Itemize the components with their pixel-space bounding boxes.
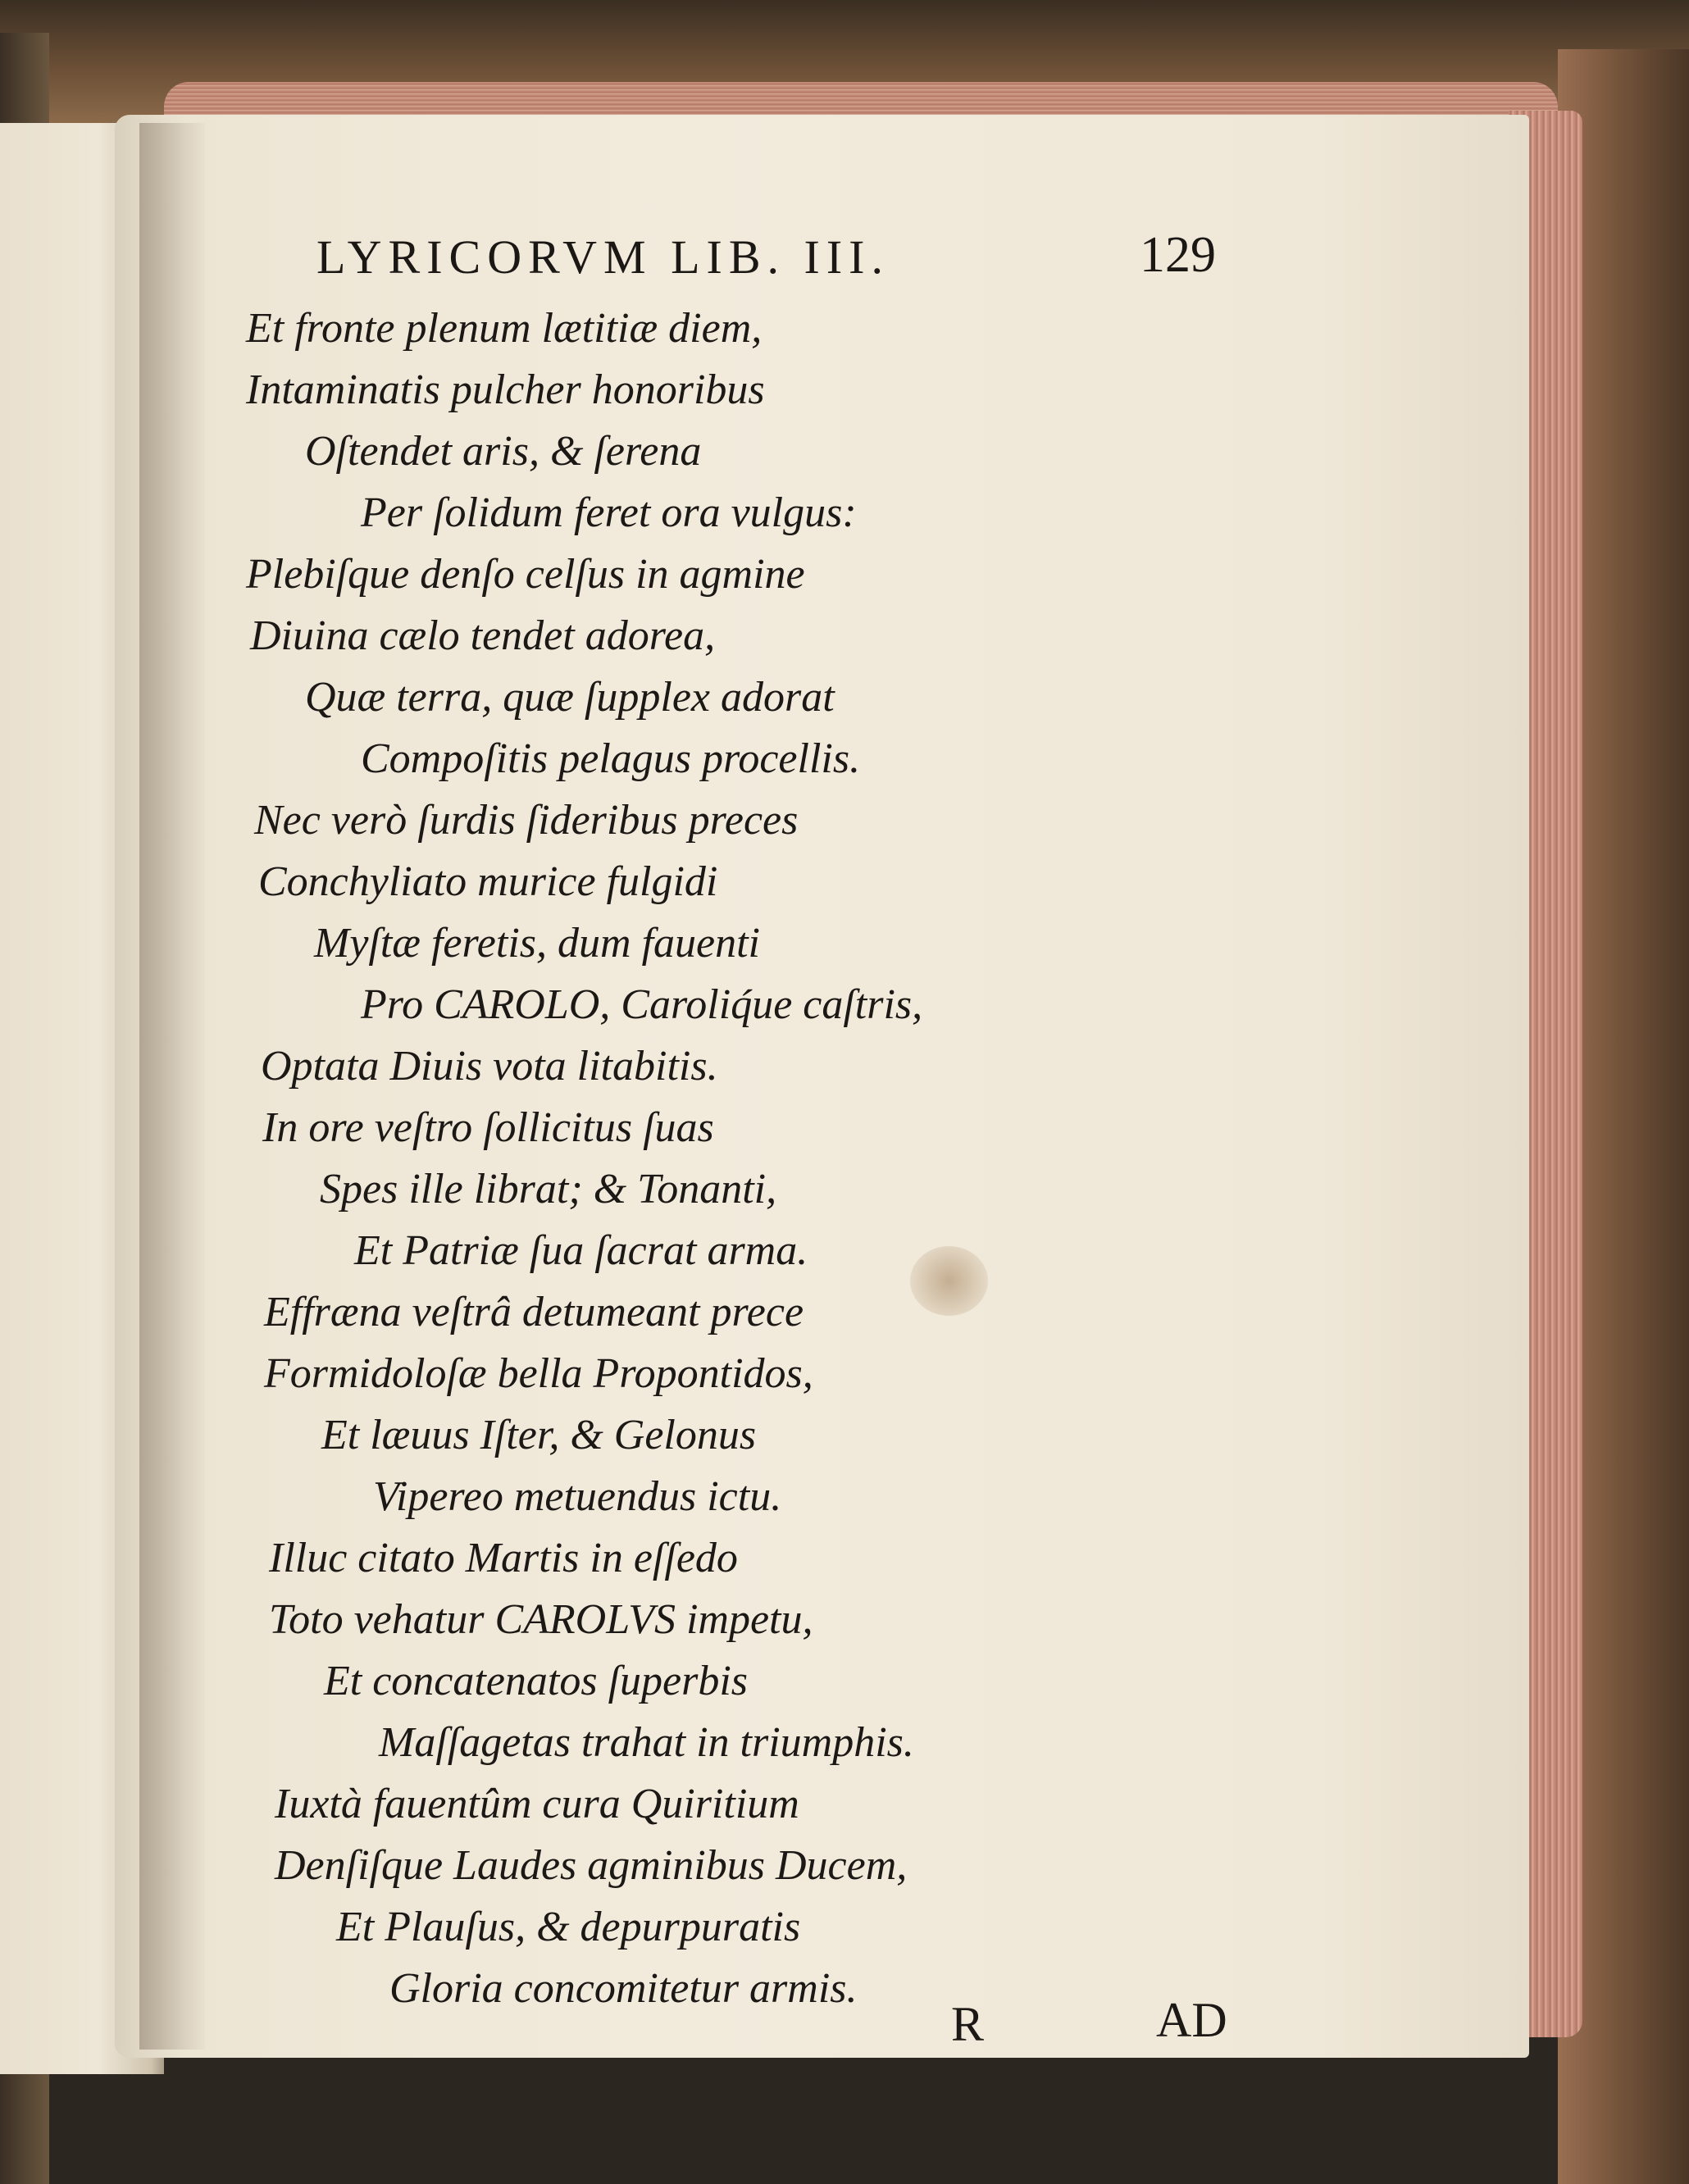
verse-line: Diuina cælo tendet adorea, [250, 612, 716, 659]
verse-line: Intaminatis pulcher honoribus [246, 366, 765, 413]
verse-line: Optata Diuis vota litabitis. [261, 1043, 718, 1090]
verse-line: Compoſitis pelagus procellis. [361, 735, 861, 782]
verse-line: Denſiſque Laudes agminibus Ducem, [275, 1842, 908, 1889]
verse-line: Oſtendet aris, & ſerena [305, 428, 702, 475]
page-gutter [139, 123, 205, 2050]
verse-line: Et læuus Iſter, & Gelonus [321, 1412, 757, 1458]
verse-line: Toto vehatur CAROLVS impetu, [269, 1596, 813, 1643]
verse-line: Vipereo metuendus ictu. [373, 1473, 782, 1520]
page-number: 129 [1140, 227, 1216, 283]
verse-line: Per ſolidum feret ora vulgus: [361, 489, 857, 536]
running-head: LYRICORVM LIB. III. [316, 230, 890, 284]
verse-line: Et Plauſus, & depurpuratis [336, 1904, 801, 1950]
verse-line: Myſtæ feretis, dum fauenti [314, 920, 760, 967]
verse-line: Pro CAROLO, Caroliq́ue caſtris, [361, 981, 923, 1028]
verse-line: Nec verò ſurdis ſideribus preces [254, 797, 799, 844]
verse-line: Conchyliato murice fulgidi [258, 858, 718, 905]
verse-line: Et concatenatos ſuperbis [324, 1658, 749, 1704]
verse-line: Illuc citato Martis in eſſedo [269, 1535, 738, 1581]
foxing-stain [910, 1246, 988, 1316]
verse-line: In ore veſtro ſollicitus ſuas [262, 1104, 714, 1151]
catchword: AD [1156, 1993, 1227, 2047]
verse-line: Maſſagetas trahat in triumphis. [379, 1719, 914, 1766]
verse-line: Et Patriæ ſua ſacrat arma. [354, 1227, 808, 1274]
signature-mark: R [951, 1997, 985, 2051]
verse-line: Et fronte plenum lætitiæ diem, [246, 305, 763, 352]
verse-line: Plebiſque denſo celſus in agmine [246, 551, 805, 598]
verse-line: Effræna veſtrâ detumeant prece [264, 1289, 804, 1335]
verse-line: Formidoloſæ bella Propontidos, [264, 1350, 813, 1397]
verse-line: Iuxtà fauentûm cura Quiritium [275, 1781, 799, 1827]
verse-line: Quæ terra, quæ ſupplex adorat [305, 674, 835, 721]
verse-line: Spes ille librat; & Tonanti, [320, 1166, 777, 1213]
verse-line: Gloria concomitetur armis. [389, 1965, 858, 2012]
